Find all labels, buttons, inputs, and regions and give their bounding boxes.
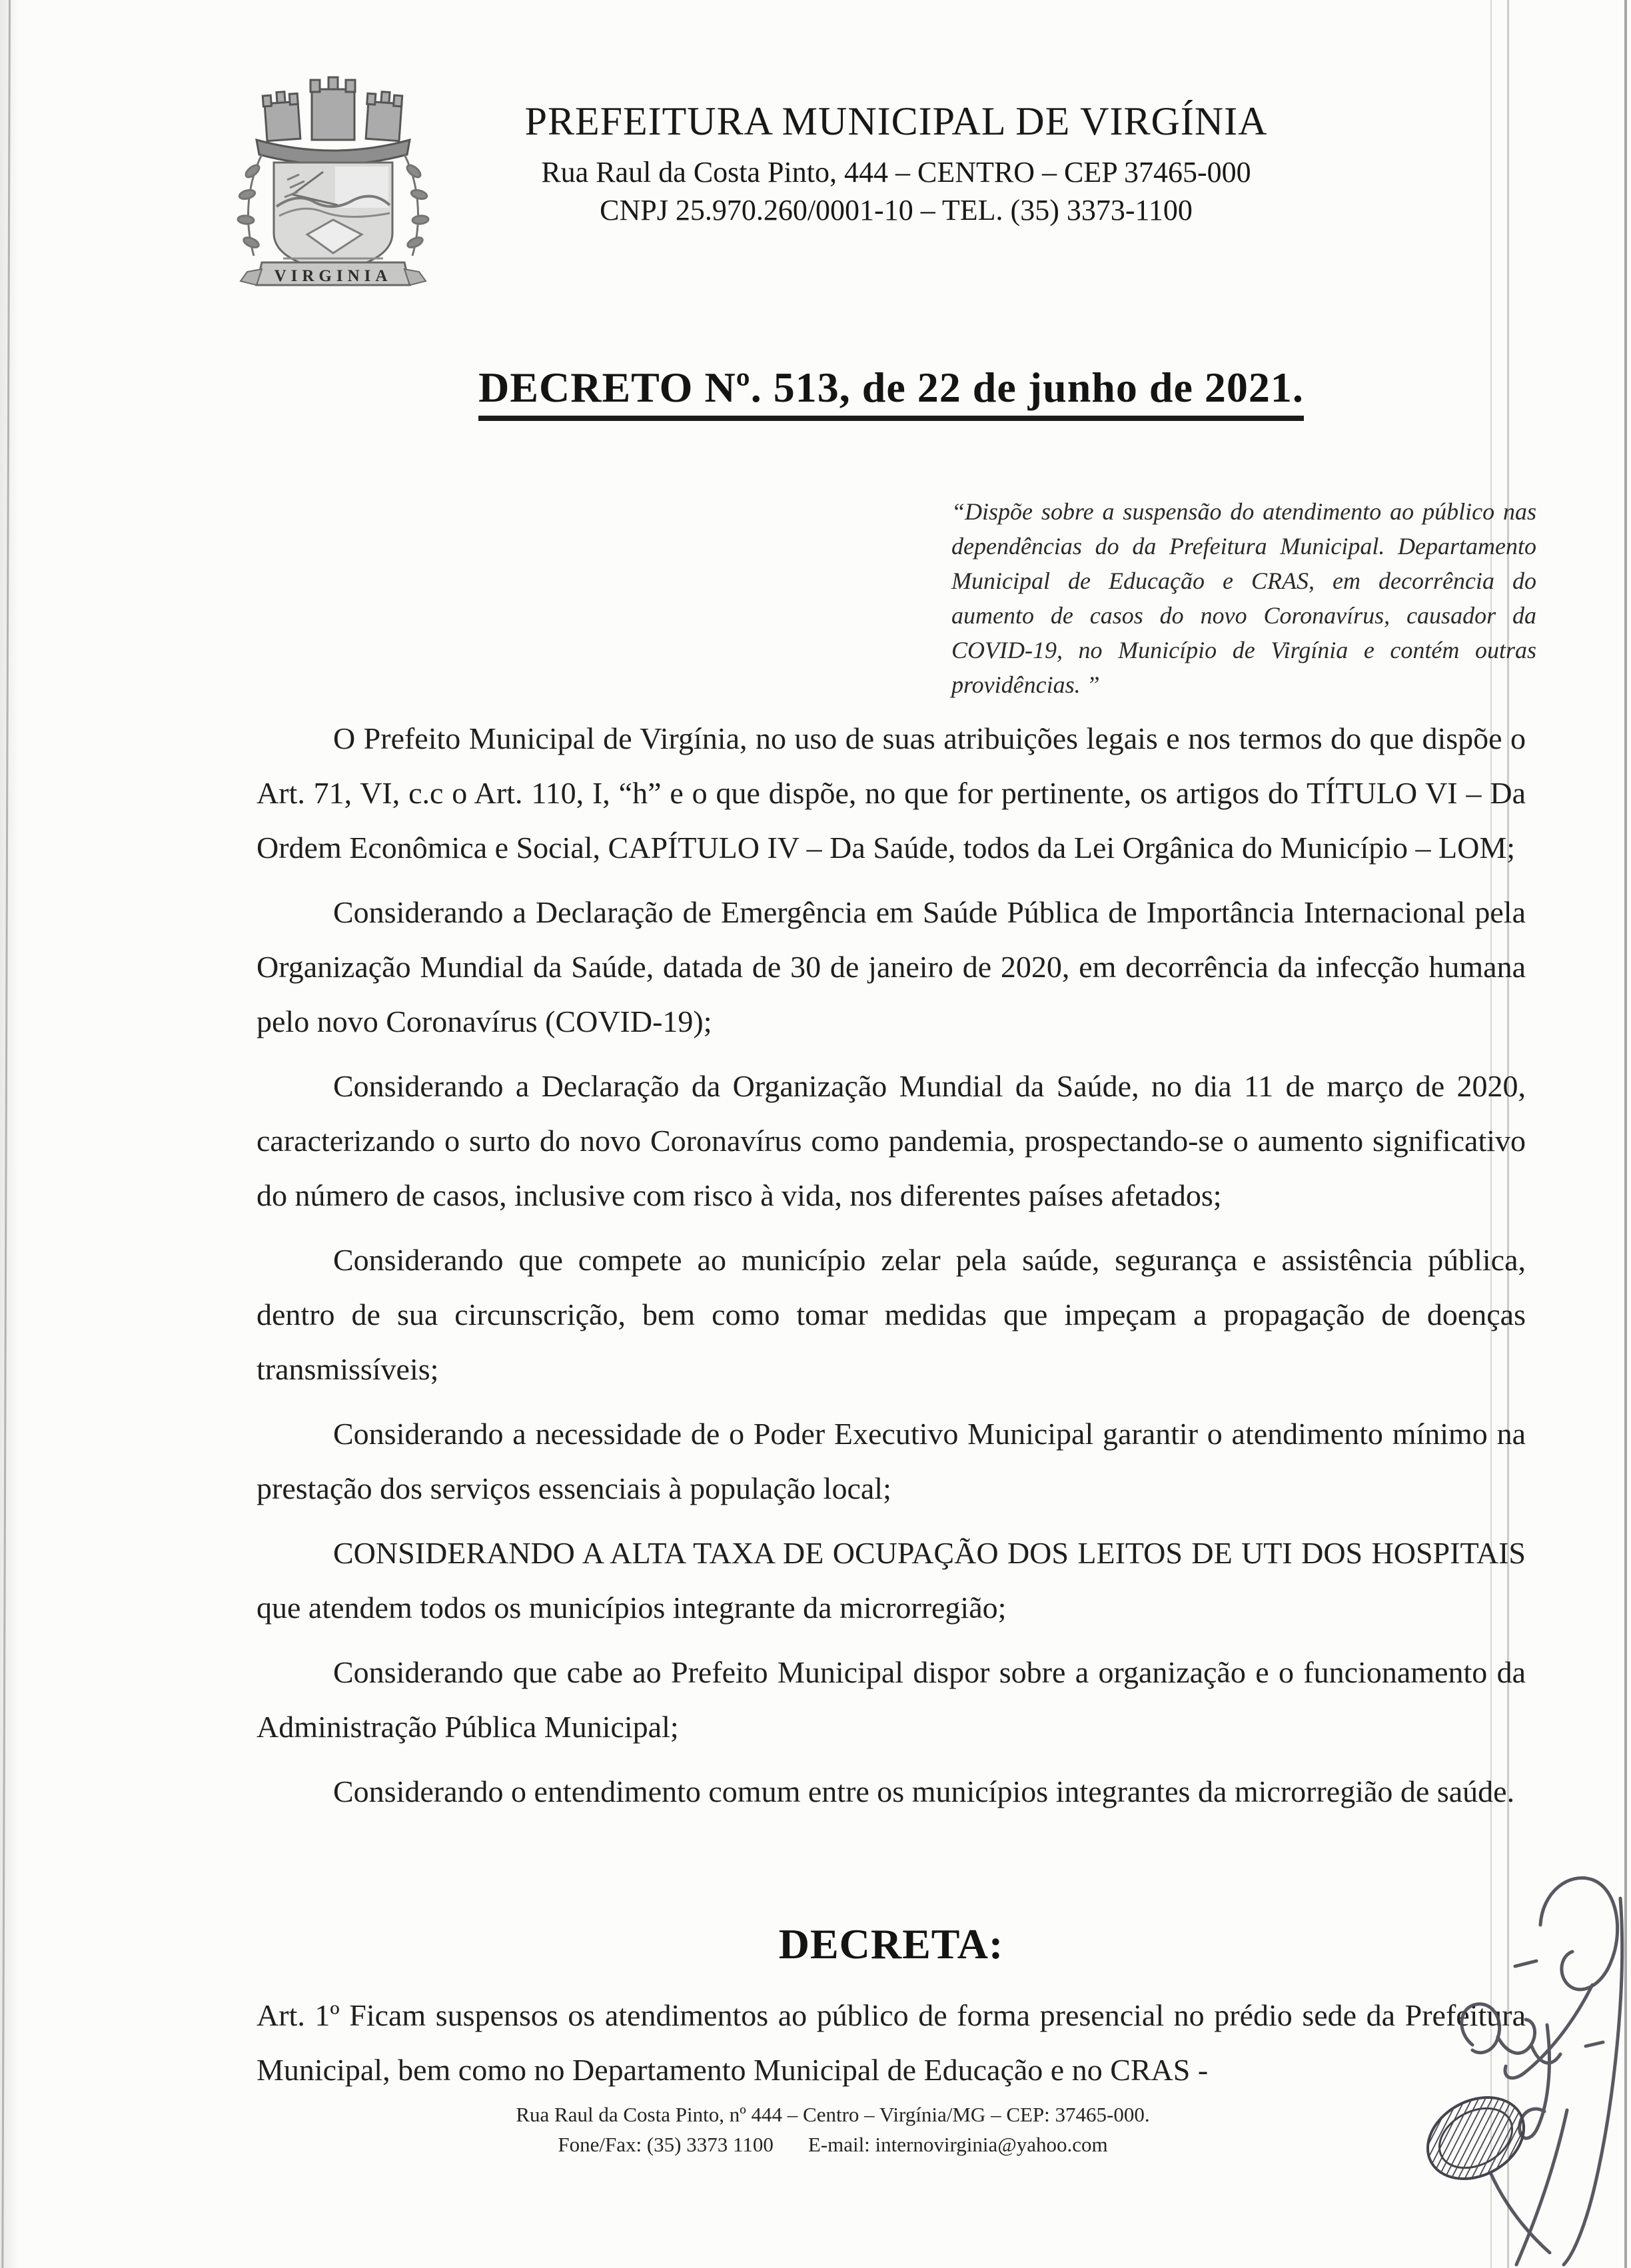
municipal-crest <box>223 61 443 288</box>
decree-body <box>257 711 1526 1819</box>
decree-epigraph: “Dispõe sobre a suspensão do atendimento ao público nas dependências do da Prefeitura Municipal. Departamento Municipal de Educação e CRAS, em decorrência do aumento de casos do novo Coronavírus, causador da COVID-19, no Município de Virgínia e contém outras providências. ” <box>951 498 1536 698</box>
decree-paragraph: CONSIDERANDO A ALTA TAXA DE OCUPAÇÃO DOS LEITOS DE UTI DOS HOSPITAIS que atendem todos os municípios integrante da microrregião; <box>257 1536 1526 1625</box>
decree-paragraph: Considerando a necessidade de o Poder Executivo Municipal garantir o atendimento mínimo na prestação dos serviços essenciais à população local; <box>257 1417 1526 1505</box>
letterhead-title: PREFEITURA MUNICIPAL DE VIRGÍNIA <box>524 99 1268 143</box>
footer-address: Rua Raul da Costa Pinto, nº 444 – Centro – Virgínia/MG – CEP: 37465-000. <box>516 2103 1150 2126</box>
scan-artifact-line <box>1624 0 1627 2268</box>
decree-paragraph: Considerando que cabe ao Prefeito Municipal dispor sobre a organização e o funcionamento da Administração Pública Municipal; <box>257 1655 1526 1744</box>
page-footer <box>280 2099 1386 2159</box>
letterhead <box>460 99 1333 227</box>
crest-crown <box>257 77 410 165</box>
decree-title: DECRETO Nº. 513, de 22 de junho de 2021. <box>478 363 1304 421</box>
decree-paragraph: Considerando o entendimento comum entre os municípios integrantes da microrregião de saúde. <box>333 1774 1515 1808</box>
letterhead-address: Rua Raul da Costa Pinto, 444 – CENTRO – CEP 37465-000 <box>541 156 1251 189</box>
decree-article-1: Art. 1º Ficam suspensos os atendimentos ao público de forma presencial no prédio sede da Prefeitura Municipal, bem como no Departamento Municipal de Educação e no CRAS - <box>257 1998 1526 2087</box>
decree-paragraph: Considerando a Declaração de Emergência em Saúde Pública de Importância Internacional pela Organização Mundial da Saúde, datada de 30 de janeiro de 2020, em decorrência da infecção humana pelo novo Coronavírus (COVID-19); <box>257 895 1526 1038</box>
decreta-heading: DECRETA: <box>778 1920 1004 1968</box>
footer-phone: Fone/Fax: (35) 3373 1100 <box>558 2133 774 2156</box>
decree-title-row <box>257 363 1526 421</box>
decree-paragraph: Considerando a Declaração da Organização Mundial da Saúde, no dia 11 de março de 2020, caracterizando o surto do novo Coronavírus como pandemia, prospectando-se o aumento significativo do número de casos, inclusive com risco à vida, nos diferentes países afetados; <box>257 1069 1526 1212</box>
footer-contact <box>280 2129 1386 2159</box>
crest-ribbon <box>241 262 426 285</box>
crest-shield <box>274 163 392 272</box>
crest-label: VIRGINIA <box>274 267 392 285</box>
decree-paragraph: Considerando que compete ao município zelar pela saúde, segurança e assistência pública, dentro de sua circunscrição, bem como tomar medidas que impeçam a propagação de doenças transmissíveis; <box>257 1243 1526 1386</box>
signature-ink-blob <box>1414 2081 1538 2195</box>
letterhead-cnpj-tel: CNPJ 25.970.260/0001-10 – TEL. (35) 3373-1100 <box>600 194 1193 226</box>
footer-email: E-mail: internovirginia@yahoo.com <box>808 2133 1108 2156</box>
decree-paragraph: O Prefeito Municipal de Virgínia, no uso de suas atribuições legais e nos termos do que dispõe o Art. 71, VI, c.c o Art. 110, I, “h” e o que dispõe, no que for pertinente, os artigos do TÍTULO VI – Da Ordem Econômica e Social, CAPÍTULO IV – Da Saúde, todos da Lei Orgânica do Município – LOM; <box>257 721 1526 865</box>
